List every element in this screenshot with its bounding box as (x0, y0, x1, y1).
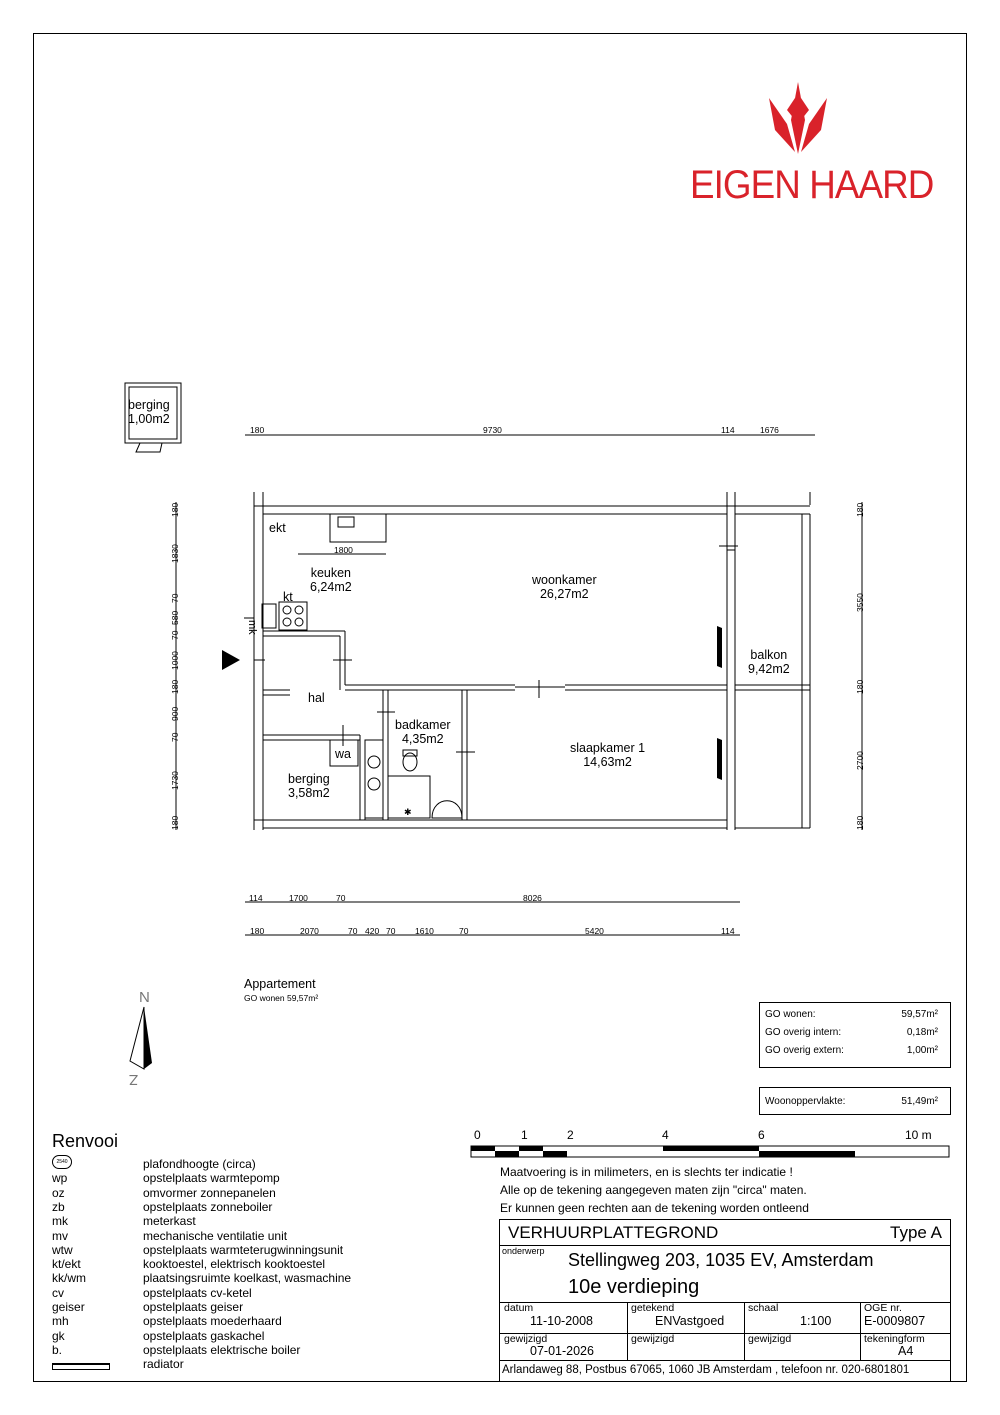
legend-description: plafondhoogte (circa) (143, 1157, 256, 1171)
area-value: 59,57m² (901, 1009, 938, 1020)
note: Maatvoering is in milimeters, en is slechts ter indicatie ! (500, 1165, 793, 1179)
dim-bottom2: 180 (250, 926, 265, 936)
footer-address: Arlandaweg 88, Postbus 67065, 1060 JB Amsterdam , telefoon nr. 020-6801801 (502, 1364, 910, 1376)
dim-bottom2: 1610 (415, 926, 434, 936)
oge-label: OGE nr. (864, 1302, 902, 1314)
dim-right: 3550 (855, 593, 865, 612)
legend-code: geiser (52, 1300, 85, 1314)
datum-label: datum (504, 1302, 534, 1314)
legend-description: opstelplaats geiser (143, 1300, 244, 1314)
dim-left: 180 (170, 679, 180, 694)
legend-code: cv (52, 1285, 64, 1300)
tekeningform-value: A4 (898, 1344, 914, 1358)
tekeningform-label: tekeningform (864, 1333, 925, 1345)
legend-code: mv (52, 1228, 68, 1243)
scale-tick: 0 (474, 1128, 481, 1142)
area-value: 0,18m² (906, 1027, 938, 1038)
outside-storage-label: berging 1,00m2 (128, 398, 170, 426)
dim-bottom: 8026 (523, 893, 542, 903)
dim-bottom2: 2070 (300, 926, 319, 936)
legend-code: b. (52, 1342, 63, 1357)
kitchen-counter-dim: 1800 (334, 545, 353, 555)
dim-top: 1676 (760, 425, 779, 435)
dim-left: 70 (170, 732, 180, 742)
floor: 10e verdieping (568, 1276, 700, 1298)
compass-arrow-icon (126, 1005, 158, 1071)
area-label: GO wonen: (765, 1009, 816, 1020)
legend-description: plaatsingsruimte koelkast, wasmachine (143, 1271, 352, 1286)
note: Er kunnen geen rechten aan de tekening worden ontleend (500, 1201, 809, 1215)
title-block (499, 1219, 951, 1382)
ceiling-height-badge-icon: 2540 (52, 1155, 72, 1169)
legend-description: radiator (143, 1357, 184, 1372)
getekend-label: getekend (631, 1302, 675, 1314)
legend-code: mh (52, 1314, 69, 1329)
area-label: GO overig intern: (765, 1027, 842, 1038)
legend-description: omvormer zonnepanelen (143, 1185, 276, 1200)
dim-left: 180 (170, 502, 180, 517)
balkon-label: balkon 9,42m2 (748, 648, 790, 676)
legend-description: opstelplaats warmtepomp (143, 1171, 280, 1186)
legend-code: oz (52, 1185, 65, 1200)
dim-bottom: 1700 (289, 893, 308, 903)
onderwerp-label: onderwerp (502, 1246, 545, 1256)
dim-top: 180 (250, 425, 265, 435)
dim-bottom2: 420 (365, 926, 380, 936)
gewijzigd-value: 07-01-2026 (530, 1344, 594, 1358)
datum-value: 11-10-2008 (530, 1314, 594, 1328)
drawing-type: Type A (890, 1223, 942, 1242)
drawing-title: VERHUURPLATTEGROND (508, 1223, 719, 1242)
legend-description: opstelplaats gaskachel (143, 1328, 265, 1343)
woonoppervlakte-value: 51,49m² (901, 1096, 938, 1107)
kt-label: kt (283, 590, 293, 604)
slaapkamer-label: slaapkamer 1 14,63m2 (570, 741, 646, 769)
scale-tick: 10 m (905, 1128, 932, 1142)
dim-left: 70 (170, 593, 180, 603)
gewijzigd-label: gewijzigd (748, 1333, 792, 1345)
legend-code: wp (52, 1171, 68, 1186)
radiator-legend-icon (52, 1363, 110, 1370)
legend-code: gk (52, 1328, 65, 1343)
area-summary (759, 1002, 951, 1068)
gewijzigd-label: gewijzigd (631, 1333, 675, 1345)
dim-bottom2: 114 (721, 926, 735, 936)
dim-bottom2: 70 (348, 926, 358, 936)
scale-tick: 4 (662, 1128, 669, 1142)
apartment-subtitle: GO wonen 59,57m² (244, 993, 319, 1003)
keuken-label: keuken 6,24m2 (310, 566, 352, 594)
woonoppervlakte-label: Woonoppervlakte: (765, 1096, 846, 1107)
dim-left: 1830 (170, 544, 180, 563)
dim-left: 900 (170, 706, 180, 721)
oge-value: E-0009807 (864, 1314, 926, 1328)
legend-title: Renvooi (52, 1131, 119, 1151)
note: Alle op de tekening aangegeven maten zijn "circa" maten. (500, 1183, 807, 1197)
legend-description: mechanische ventilatie unit (143, 1228, 288, 1243)
badkamer-label: badkamer 4,35m2 (395, 718, 451, 746)
wa-label: wa (335, 747, 351, 761)
ekt-label: ekt (269, 521, 286, 535)
dim-left: 580 (170, 610, 180, 625)
dim-bottom: 70 (336, 893, 346, 903)
legend-description: opstelplaats warmteterugwinningsunit (143, 1242, 344, 1257)
compass-north: N (139, 989, 150, 1006)
dim-bottom2: 5420 (585, 926, 604, 936)
scale-tick: 1 (521, 1128, 528, 1142)
woonkamer-label: woonkamer 26,27m2 (532, 573, 597, 601)
legend-code: mk (52, 1214, 68, 1229)
dim-left: 1730 (170, 771, 180, 790)
schaal-label: schaal (748, 1302, 779, 1314)
scale-tick: 2 (567, 1128, 574, 1142)
schaal-value: 1:100 (800, 1314, 832, 1328)
dim-bottom2: 70 (459, 926, 469, 936)
dim-left: 1000 (170, 651, 180, 670)
legend-description: opstelplaats zonneboiler (143, 1199, 273, 1214)
berging-label: berging 3,58m2 (288, 772, 330, 800)
legend-description: opstelplaats elektrische boiler (143, 1342, 301, 1357)
compass-south: Z (129, 1071, 139, 1088)
dim-bottom: 114 (249, 893, 263, 903)
woonoppervlakte-box (759, 1087, 951, 1115)
legend-description: kooktoestel, elektrisch kooktoestel (143, 1257, 326, 1272)
mk-label: mk (246, 620, 258, 635)
legend-code: kk/wm (52, 1271, 86, 1286)
dim-right: 180 (855, 679, 865, 694)
area-label: GO overig extern: (765, 1045, 844, 1056)
dim-top: 114 (721, 425, 735, 435)
getekend-value: ENVastgoed (655, 1314, 725, 1328)
scale-tick: 6 (758, 1128, 765, 1142)
scale-bar (470, 1145, 952, 1159)
apartment-title: Appartement (244, 977, 316, 991)
legend-code: zb (52, 1199, 65, 1214)
legend-code: kt/ekt (52, 1257, 81, 1272)
brand-name: EIGEN HAARD (690, 163, 934, 207)
dim-left: 70 (170, 630, 180, 640)
address: Stellingweg 203, 1035 EV, Amsterdam (568, 1250, 874, 1270)
svg-text:✱: ✱ (404, 807, 412, 817)
legend-description: meterkast (143, 1214, 196, 1229)
legend-description: opstelplaats cv-ketel (143, 1285, 252, 1300)
dim-right: 180 (855, 815, 865, 830)
dim-left: 180 (170, 815, 180, 830)
dim-right: 2700 (855, 751, 865, 770)
dim-right: 180 (855, 502, 865, 517)
area-value: 1,00m² (906, 1045, 938, 1056)
dim-top: 9730 (483, 425, 502, 435)
hal-label: hal (308, 691, 325, 705)
legend-description: opstelplaats moederhaard (143, 1314, 282, 1329)
dim-bottom2: 70 (386, 926, 396, 936)
gewijzigd-label: gewijzigd (504, 1333, 548, 1345)
legend-code: wtw (52, 1242, 73, 1257)
